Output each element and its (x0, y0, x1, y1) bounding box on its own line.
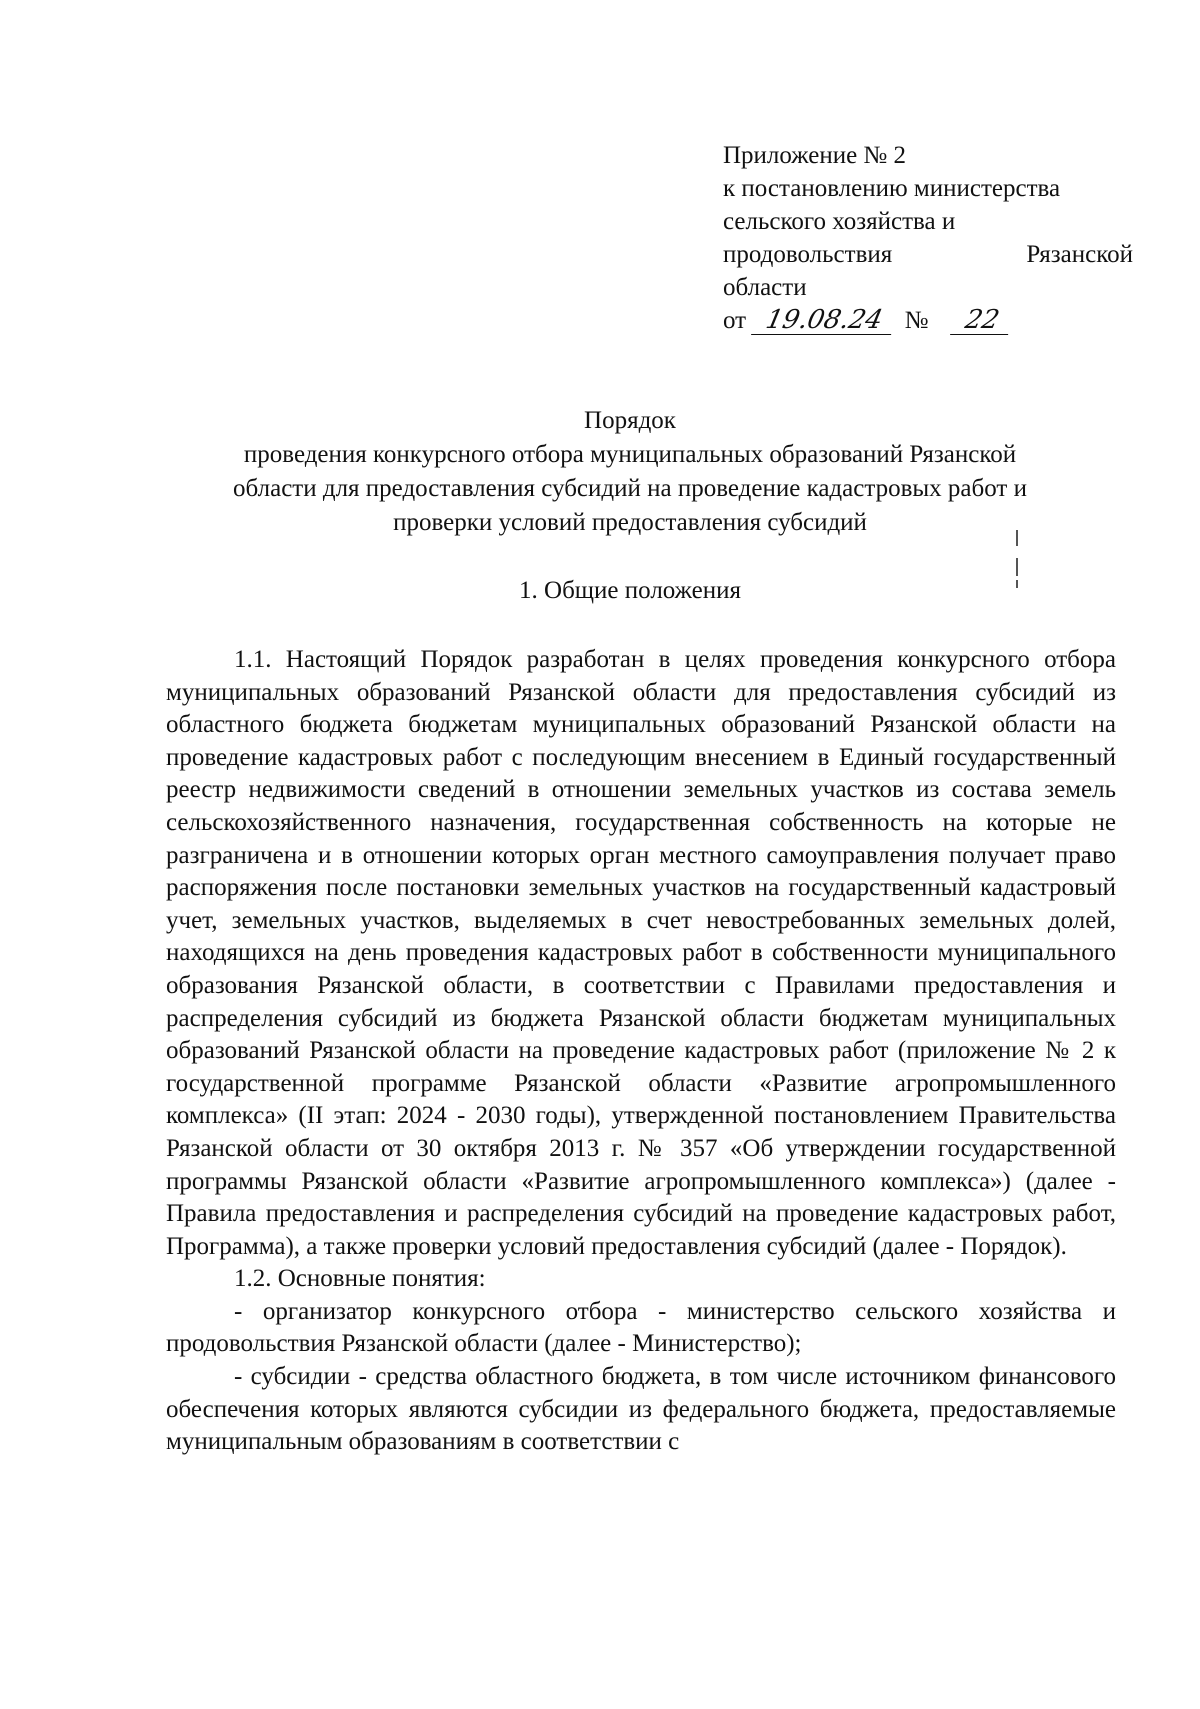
document-title (140, 404, 1120, 540)
appendix-line (723, 238, 1133, 271)
scan-artifact (1016, 580, 1018, 588)
scan-artifact (1016, 558, 1018, 576)
date-prefix: от (723, 307, 747, 334)
appendix-title: Приложение № 2 (723, 142, 907, 169)
handwritten-date: 19.08.24 (751, 307, 897, 335)
appendix-line-right: Рязанской (1026, 241, 1133, 268)
title-line: области для предоставления субсидий на проведение кадастровых работ и (233, 475, 1027, 502)
title-line: проверки условий предоставления субсидий (393, 509, 867, 536)
appendix-block (723, 139, 1133, 337)
section-heading: 1. Общие положения (519, 577, 741, 604)
appendix-line-left: продовольствия (723, 241, 893, 268)
section-body (166, 644, 1116, 1459)
number-prefix: № (904, 307, 929, 334)
appendix-line: к постановлению министерства (723, 175, 1061, 202)
handwritten-number: 22 (950, 307, 1014, 335)
title-heading: Порядок (584, 407, 676, 434)
paragraph-1-2: 1.2. Основные понятия: (234, 1265, 486, 1293)
paragraph-1-1: 1.1. Настоящий Порядок разработан в целях проведения конкурсного отбора муниципальных образований Рязанской области для предоставления субсидий из областного бюджета бюджетам муниципальных образований Рязанской области на проведение кадастровых работ с последующим внесением в Единый государственный реестр недвижимости сведений в отношении земельных участков из состава земель сельскохозяйственного назначения, государственная собственность на которые не разграничена и в отношении которых орган местного самоуправления получает право распоряжения после постановки земельных участков на государственный кадастровый учет, земельных участков, выделяемых в счет невостребованных земельных долей, находящихся на день проведения кадастровых работ в собственности муниципального образования Рязанской области, в соответствии с Правилами предоставления и распределения субсидий из бюджета Рязанской области бюджетам муниципальных образований Рязанской области на проведение кадастровых работ (приложение № 2 к государственной программе Рязанской области «Развитие агропромышленного комплекса» (II этап: 2024 - 2030 годы), утвержденной постановлением Правительства Рязанской области от 30 октября 2013 г. № 357 «Об утверждении государственной программы Рязанской области «Развитие агропромышленного комплекса») (далее - Правила предоставления и распределения субсидий на проведение кадастровых работ, Программа), а также проверки условий предоставления субсидий (далее - Порядок). (166, 646, 1116, 1260)
appendix-line: сельского хозяйства и (723, 208, 956, 235)
definition-subsidies: - субсидии - средства областного бюджета, в том числе источником финансового обеспечения которых являются субсидии из федерального бюджета, предоставляемые муниципальным образованиям в соответствии с (166, 1363, 1116, 1456)
definition-organizer: - организатор конкурсного отбора - министерство сельского хозяйства и продовольствия Рязанской области (далее - Министерство); (166, 1297, 1116, 1358)
title-line: проведения конкурсного отбора муниципальных образований Рязанской (243, 441, 1017, 468)
appendix-line: области (723, 274, 807, 301)
appendix-date-number (723, 304, 1133, 337)
scan-artifact (1016, 530, 1018, 546)
